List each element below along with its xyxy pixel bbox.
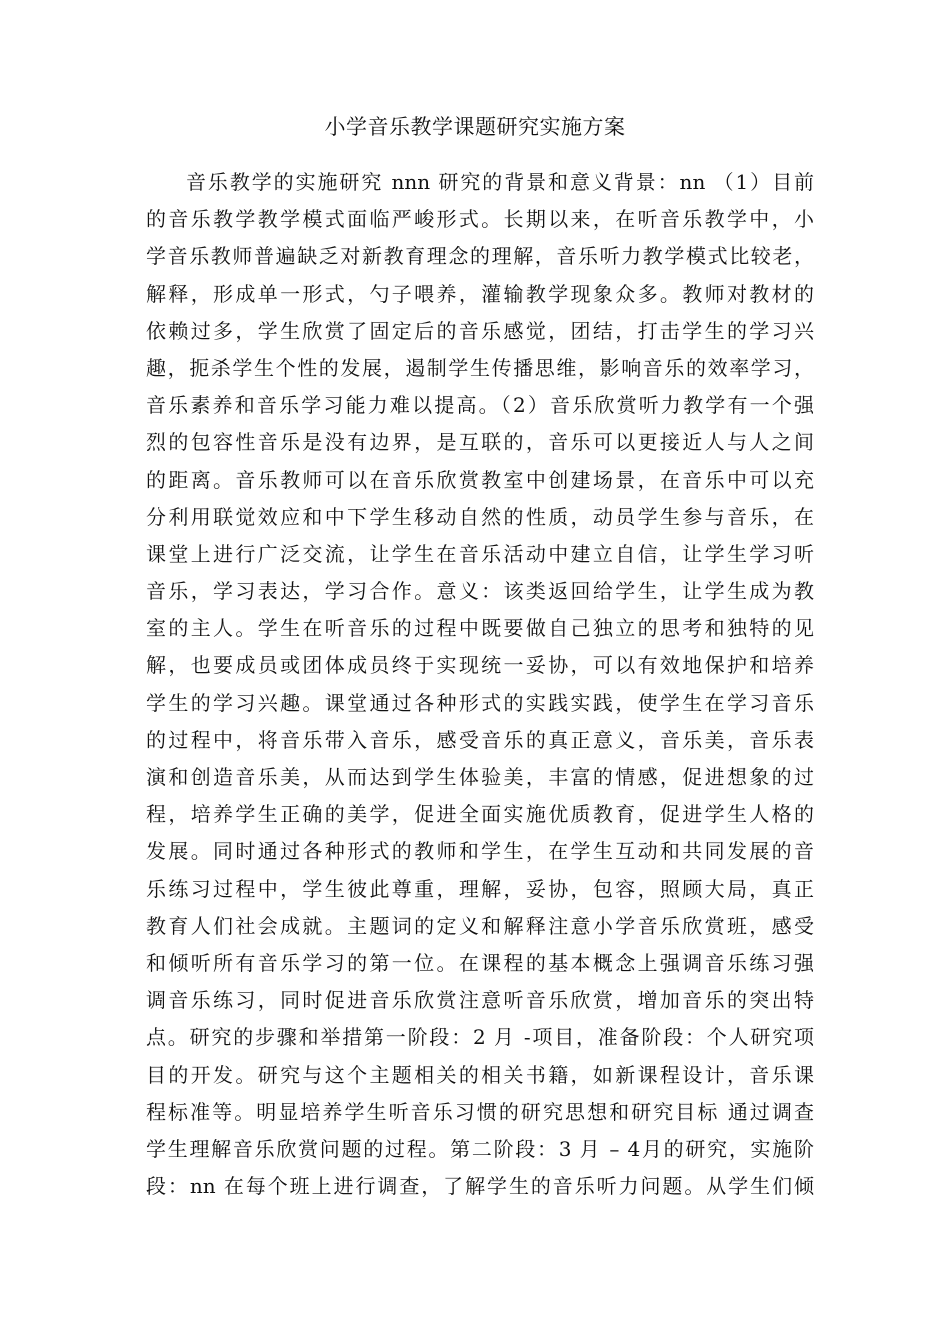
body-line: 室的主人。学生在听音乐的过程中既要做自己独立的思考和独特的见 [146,616,814,641]
body-line: 发展。同时通过各种形式的教师和学生，在学生互动和共同发展的音 [146,839,814,864]
body-line: 烈的包容性音乐是没有边界，是互联的，音乐可以更接近人与人之间 [146,430,814,455]
body-line: 课堂上进行广泛交流，让学生在音乐活动中建立自信，让学生学习听 [146,541,814,566]
body-line: 目的开发。研究与这个主题相关的相关书籍，如新课程设计，音乐课 [146,1062,814,1087]
body-line: 演和创造音乐美，从而达到学生体验美，丰富的情感，促进想象的过 [146,765,814,789]
body-line: 程标准等。明显培养学生听音乐习惯的研究思想和研究目标 通过调查 [146,1099,814,1124]
body-line: 学生的学习兴趣。课堂通过各种形式的实践实践，使学生在学习音乐 [146,690,814,715]
body-line: 音乐素养和音乐学习能力难以提高。（2）音乐欣赏听力教学有一个强 [146,393,814,418]
body-line: 段：nn 在每个班上进行调查，了解学生的音乐听力问题。从学生们倾 [146,1174,814,1199]
body-line: 程，培养学生正确的美学，促进全面实施优质教育，促进学生人格的 [146,802,814,827]
document-body [146,164,814,1205]
body-line: 调音乐练习，同时促进音乐欣赏注意听音乐欣赏，增加音乐的突出特 [146,988,814,1013]
body-line: 音乐，学习表达，学习合作。意义：该类返回给学生，让学生成为教 [146,579,814,604]
body-line: 趣，扼杀学生个性的发展，遏制学生传播思维，影响音乐的效率学习， [146,355,814,380]
body-line: 学生理解音乐欣赏问题的过程。第二阶段：3 月 – 4月的研究，实施阶 [146,1136,814,1161]
body-line: 的音乐教学教学模式面临严峻形式。长期以来，在听音乐教学中，小 [146,207,814,232]
body-line: 的距离。音乐教师可以在音乐欣赏教室中创建场景，在音乐中可以充 [146,467,814,492]
body-line: 解，也要成员或团体成员终于实现统一妥协，可以有效地保护和培养 [146,653,814,678]
body-line: 学音乐教师普遍缺乏对新教育理念的理解，音乐听力教学模式比较老， [146,244,814,269]
body-line: 解释，形成单一形式，勺子喂养，灌输教学现象众多。教师对教材的 [146,281,814,306]
body-line: 点。研究的步骤和举措第一阶段：2 月 -项目，准备阶段：个人研究项 [146,1025,814,1050]
body-line: 和倾听所有音乐学习的第一位。在课程的基本概念上强调音乐练习强 [146,950,814,975]
body-line: 分利用联觉效应和中下学生移动自然的性质，动员学生参与音乐，在 [146,504,814,529]
body-line: 教育人们社会成就。主题词的定义和解释注意小学音乐欣赏班，感受 [146,913,814,938]
body-line: 依赖过多，学生欣赏了固定后的音乐感觉，团结，打击学生的学习兴 [146,318,814,343]
body-line: 的过程中，将音乐带入音乐，感受音乐的真正意义，音乐美，音乐表 [146,727,814,752]
body-line: 乐练习过程中，学生彼此尊重，理解，妥协，包容，照顾大局，真正 [146,876,814,901]
body-line: 音乐教学的实施研究 nnn 研究的背景和意义背景：nn （1）目前 [186,170,814,194]
document-title: 小学音乐教学课题研究实施方案 [324,115,626,139]
